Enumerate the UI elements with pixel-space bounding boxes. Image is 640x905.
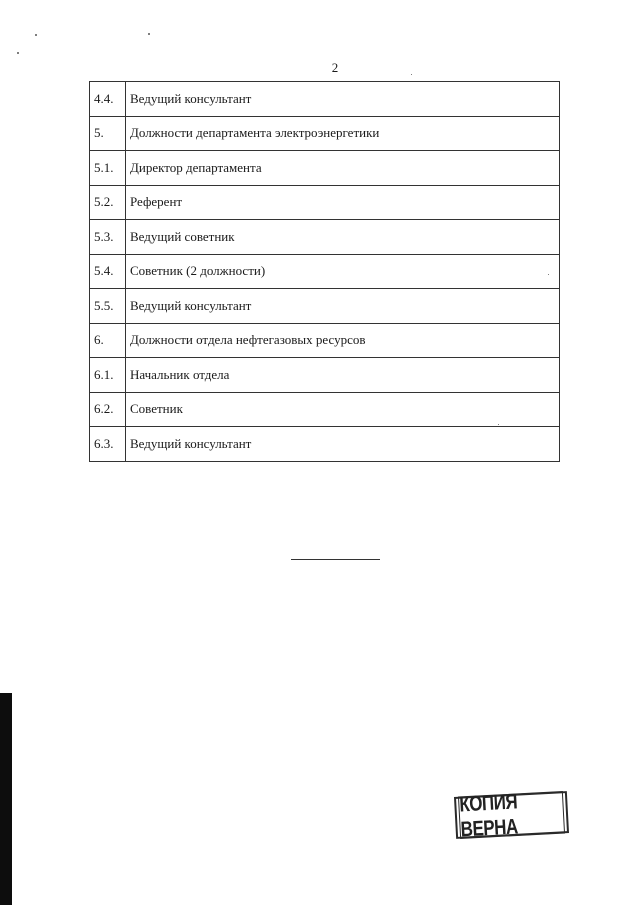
copy-certified-stamp xyxy=(454,789,569,842)
table-row xyxy=(90,358,560,393)
row-title: Референт xyxy=(126,185,560,220)
scan-edge-shadow xyxy=(0,693,12,905)
scan-speck xyxy=(35,34,37,36)
row-number: 6.1. xyxy=(90,358,126,393)
row-number: 5.1. xyxy=(90,151,126,186)
scan-speck xyxy=(148,33,150,35)
table-row xyxy=(90,392,560,427)
row-title: Должности департамента электроэнергетики xyxy=(126,116,560,151)
table-row xyxy=(90,116,560,151)
row-title: Должности отдела нефтегазовых ресурсов xyxy=(126,323,560,358)
row-title: Ведущий консультант xyxy=(126,82,560,117)
table-row xyxy=(90,82,560,117)
row-number: 6.2. xyxy=(90,392,126,427)
table-row xyxy=(90,185,560,220)
table-row xyxy=(90,427,560,462)
row-title: Начальник отдела xyxy=(126,358,560,393)
row-number: 4.4. xyxy=(90,82,126,117)
row-number: 5.3. xyxy=(90,220,126,255)
row-title: Ведущий советник xyxy=(126,220,560,255)
closing-line xyxy=(291,559,380,560)
page-number: 2 xyxy=(331,60,339,75)
row-number: 5.4. xyxy=(90,254,126,289)
row-title: Советник (2 должности) xyxy=(126,254,560,289)
row-title: Директор департамента xyxy=(126,151,560,186)
table-row xyxy=(90,220,560,255)
stamp-label: КОПИЯ ВЕРНА xyxy=(458,791,565,839)
scan-speck xyxy=(548,274,549,275)
table-row xyxy=(90,289,560,324)
row-number: 5.5. xyxy=(90,289,126,324)
row-number: 5. xyxy=(90,116,126,151)
scan-speck xyxy=(17,52,19,54)
table-row xyxy=(90,254,560,289)
table-row xyxy=(90,323,560,358)
row-number: 6. xyxy=(90,323,126,358)
row-title: Ведущий консультант xyxy=(126,289,560,324)
row-number: 6.3. xyxy=(90,427,126,462)
row-title: Советник xyxy=(126,392,560,427)
positions-table xyxy=(89,81,560,462)
table-row xyxy=(90,151,560,186)
scan-speck xyxy=(498,424,499,425)
row-title: Ведущий консультант xyxy=(126,427,560,462)
row-number: 5.2. xyxy=(90,185,126,220)
scan-speck xyxy=(411,74,412,75)
